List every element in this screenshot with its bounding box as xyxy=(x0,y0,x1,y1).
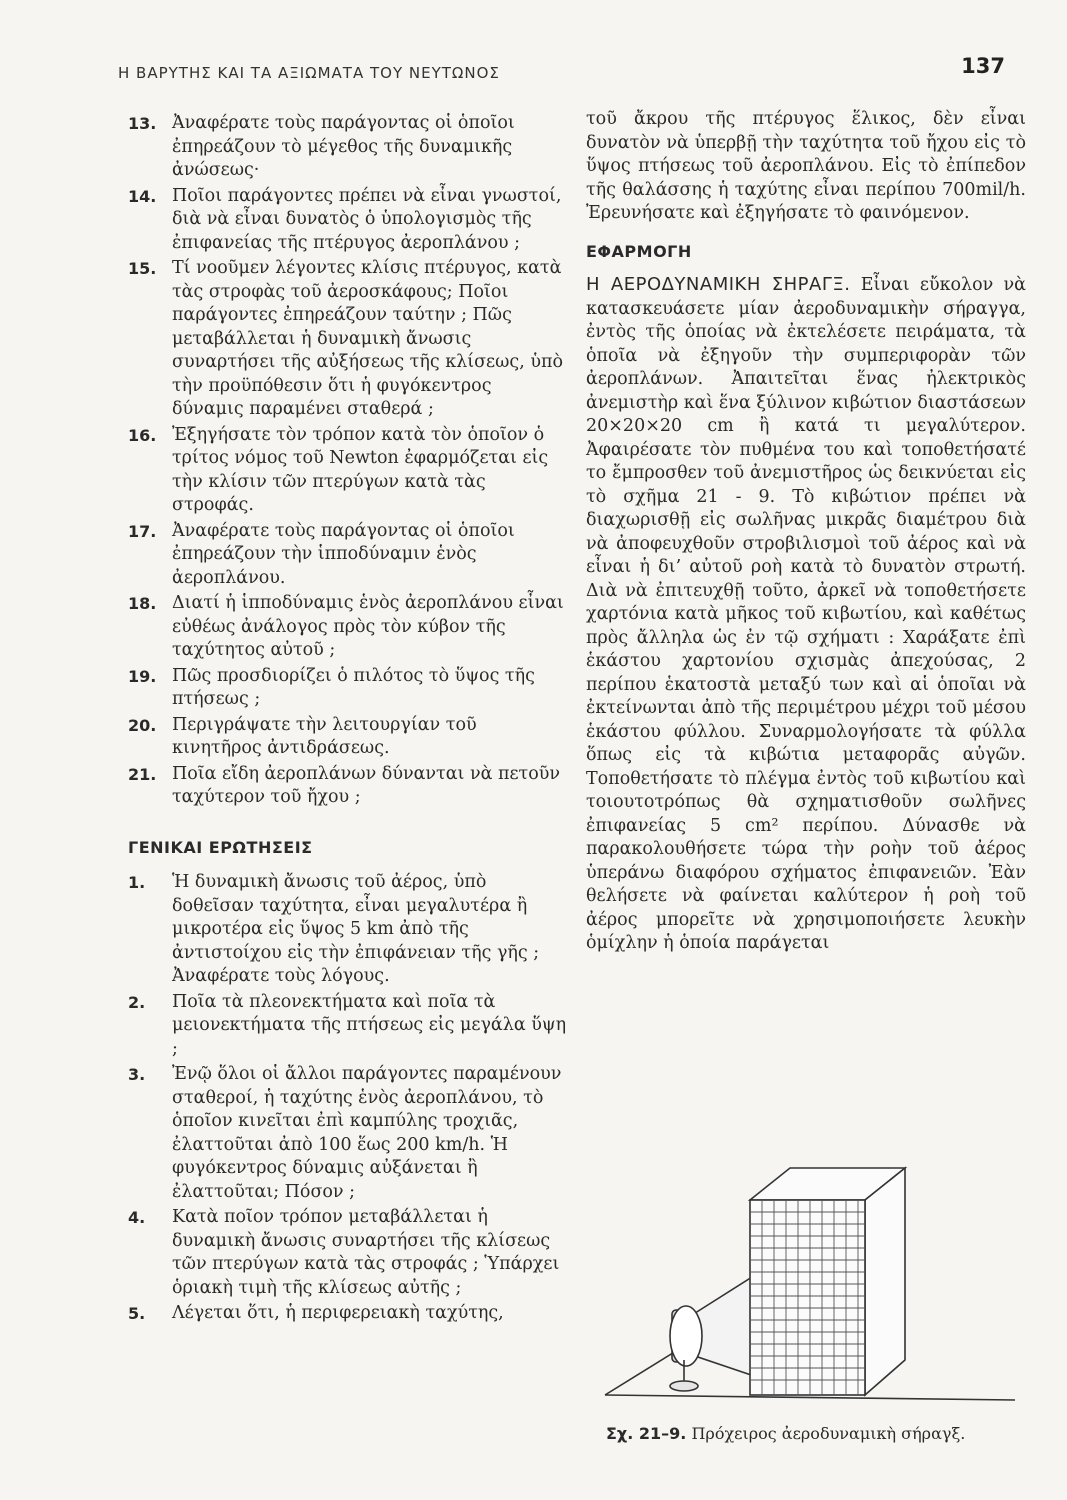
question-text: Ἡ δυναμικὴ ἄνωσις τοῦ ἀέρος, ὑπὸ δοθεῖσαν ταχύτητα, εἶναι μεγαλυτέρα ἢ μικροτέρα εἰς ὕψος 5 km ἀπὸ τῆς ἀντιστοίχου εἰς τὴν ἐπιφάνειαν τῆς γῆς ; Ἀναφέρατε τοὺς λόγους. xyxy=(172,872,540,986)
question-item xyxy=(128,665,568,712)
question-number: 4. xyxy=(128,1208,146,1227)
question-text: Περιγράψατε τὴν λειτουργίαν τοῦ κινητῆρος ἀντιδράσεως. xyxy=(172,714,477,758)
question-number: 5. xyxy=(128,1304,146,1323)
right-column xyxy=(586,108,1026,956)
left-column xyxy=(128,112,568,1328)
general-question-list xyxy=(128,871,568,1326)
question-item xyxy=(128,763,568,810)
general-question-item xyxy=(128,871,568,989)
question-number: 1. xyxy=(128,873,146,892)
running-title: Η ΒΑΡΥΤΗΣ ΚΑΙ ΤΑ ΑΞΙΩΜΑΤΑ ΤΟΥ ΝΕΥΤΩΝΟΣ xyxy=(118,64,500,82)
question-item xyxy=(128,520,568,591)
question-number: 14. xyxy=(128,186,157,206)
question-number: 18. xyxy=(128,594,157,613)
wind-tunnel-figure xyxy=(600,1160,1030,1430)
question-text: Ποῖοι παράγοντες πρέπει νὰ εἶναι γνωστοί, διὰ νὰ εἶναι δυνατὸς ὁ ὑπολογισμὸς τῆς ἐπιφανείας τῆς πτέρυγος ἀεροπλάνου ; xyxy=(172,185,562,253)
question-item xyxy=(128,424,568,518)
figure-caption xyxy=(606,1424,965,1443)
question-item xyxy=(128,257,568,422)
question-item xyxy=(128,714,568,761)
question-number: 2. xyxy=(128,992,146,1012)
question-number: 19. xyxy=(128,666,157,686)
question-text: Ἀναφέρατε τοὺς παράγοντας οἱ ὁποῖοι ἐπηρεάζουν τὴν ἱπποδύναμιν ἑνὸς ἀεροπλάνου. xyxy=(172,520,515,588)
question-item xyxy=(128,185,568,256)
question-list xyxy=(128,112,568,810)
application-heading: ΕΦΑΡΜΟΓΗ xyxy=(586,241,692,261)
page-number: 137 xyxy=(961,54,1005,78)
question-text: Κατὰ ποῖον τρόπον μεταβάλλεται ἡ δυναμικὴ ἄνωσις συναρτήσει τῆς κλίσεως τῶν πτερύγων κατὰ τὰς στροφάς ; Ὑπάρχει ὁριακὴ τιμὴ τῆς κλίσεως αὐτῆς ; xyxy=(172,1207,560,1298)
question-number: 16. xyxy=(128,425,157,445)
question-text: Ἐξηγήσατε τὸν τρόπον κατὰ τὸν ὁποῖον ὁ τρίτος νόμος τοῦ Newton ἐφαρμόζεται εἰς τὴν κλίσιν τῶν πτερύγων κατὰ τὰς στροφάς. xyxy=(172,424,549,515)
question-text: Ἐνῷ ὅλοι οἱ ἄλλοι παράγοντες παραμένουν σταθεροί, ἡ ταχύτης ἑνὸς ἀεροπλάνου, τὸ ὁποῖον κινεῖται ἐπὶ καμπύλης τροχιᾶς, ἐλαττοῦται ἀπὸ 100 ἕως 200 km/h. Ἡ φυγόκεντρος δύναμις αὐξάνεται ἢ ἐλαττοῦται; Πόσον ; xyxy=(172,1064,562,1202)
continuation-paragraph: τοῦ ἄκρου τῆς πτέρυγος ἕλικος, δὲν εἶναι δυνατὸν νὰ ὑπερβῇ τὴν ταχύτητα τοῦ ἤχου εἰς τὸ ὕψος πτήσεως τοῦ ἀεροπλάνου. Εἰς τὸ ἐπίπεδον τῆς θαλάσσης ἡ ταχύτης εἶναι περίπου 700mil/h. Ἐρευνήσατε καὶ ἐξηγήσατε τὸ φαινόμενον. xyxy=(586,109,1026,223)
figure-label: Σχ. 21–9. xyxy=(606,1424,687,1443)
question-item xyxy=(128,592,568,663)
wind-tunnel-text: Εἶναι εὔκολον νὰ κατασκευάσετε μίαν ἀεροδυναμικὴν σήραγγα, ἐντὸς τῆς ὁποίας νὰ ἐκτελέσετε πειράματα, τὰ ὁποῖα νὰ ἐξηγοῦν τὴν συμπεριφορὰν τῶν ἀεροπλάνων. Ἀπαιτεῖται ἕνας ἠλεκτρικὸς ἀνεμιστὴρ καὶ ἕνα ξύλινον κιβώτιον διαστάσεων 20×20×20 cm ἢ κατά τι μεγαλύτερον. Ἀφαιρέσατε τὸν πυθμένα του καὶ τοποθετήσατέ το ἔμπροσθεν τοῦ ἀνεμιστῆρος ὡς δεικνύεται εἰς τὸ σχῆμα 21 - 9. Τὸ κιβώτιον πρέπει νὰ διαχωρισθῇ εἰς σωλῆνας μικρᾶς διαμέτρου διὰ νὰ ἀποφευχθοῦν στροβιλισμοὶ τοῦ ἀέρος καὶ νὰ εἶναι ἡ δι’ αὐτοῦ ροὴ κατὰ τὸ δυνατὸν στρωτή. Διὰ νὰ ἐπιτευχθῇ τοῦτο, ἀρκεῖ νὰ τοποθετήσετε χαρτόνια κατὰ μῆκος τοῦ κιβωτίου, καὶ καθέτως πρὸς ἄλληλα ὡς ἐν τῷ σχήματι : Χαράξατε ἐπὶ ἑκάστου χαρτονίου σχισμὰς ἀπεχούσας, 2 περίπου ἑκατοστὰ μεταξύ των καὶ αἱ ὁποῖαι νὰ ἐκτείνωνται ἀπὸ τῆς περιμέτρου μέχρι τοῦ μέσου ἑκάστου φύλλου. Συναρμολογήσατε τὰ φύλλα ὅπως εἰς τὰ κιβώτια μεταφορᾶς αὐγῶν. Τοποθετήσατε τὸ πλέγμα ἐντὸς τοῦ κιβωτίου καὶ τοιουτοτρόπως θὰ σχηματισθοῦν σωλῆνες ἐπιφανείας 5 cm² περίπου. Δύνασθε νὰ παρακολουθήσετε τώρα τὴν ροὴν τοῦ ἀέρος ὑπεράνω διαφόρου σχήματος ἐπιφανειῶν. Ἐὰν θελήσετε νὰ φαίνεται καλύτερον ἡ ροὴ τοῦ ἀέρος μπορεῖτε νὰ χρησιμοποιήσετε λευκὴν ὁμίχλην ἡ ὁποία παράγεται xyxy=(586,275,1026,953)
general-questions-heading: ΓΕΝΙΚΑΙ ΕΡΩΤΗΣΕΙΣ xyxy=(128,837,313,857)
question-number: 20. xyxy=(128,715,157,735)
question-text: Διατί ἡ ἱπποδύναμις ἑνὸς ἀεροπλάνου εἶναι εὐθέως ἀνάλογος πρὸς τὸν κύβον τῆς ταχύτητος αὐτοῦ ; xyxy=(172,593,564,660)
question-number: 21. xyxy=(128,764,157,784)
grid-box xyxy=(750,1168,905,1395)
question-text: Ἀναφέρατε τοὺς παράγοντας οἱ ὁποῖοι ἐπηρεάζουν τὸ μέγεθος τῆς δυναμικῆς ἀνώσεως· xyxy=(172,113,515,180)
general-question-item xyxy=(128,1302,568,1326)
question-text: Πῶς προσδιορίζει ὁ πιλότος τὸ ὕψος τῆς πτήσεως ; xyxy=(172,665,535,709)
general-question-item xyxy=(128,1063,568,1204)
question-number: 17. xyxy=(128,521,157,541)
general-question-item xyxy=(128,1206,568,1300)
figure-caption-text: Πρόχειρος ἀεροδυναμικὴ σήραγξ. xyxy=(691,1424,966,1443)
wind-tunnel-paragraph xyxy=(586,273,1026,956)
wind-tunnel-title: Η ΑΕΡΟΔΥΝΑΜΙΚΗ ΣΗΡΑΓΞ. xyxy=(586,274,851,295)
question-text: Ποῖα εἴδη ἀεροπλάνων δύνανται νὰ πετοῦν ταχύτερον τοῦ ἤχου ; xyxy=(172,763,561,807)
question-text: Τί νοοῦμεν λέγοντες κλίσις πτέρυγος, κατὰ τὰς στροφὰς τοῦ ἀεροσκάφους; Ποῖοι παράγοντες ἐπηρεάζουν ταύτην ; Πῶς μεταβάλλεται ἡ δυναμικὴ ἄνωσις συναρτήσει τῆς αὐξήσεως τῆς κλίσεως, ὑπὸ τὴν προϋπόθεσιν ὅτι ἡ φυγόκεντρος δύναμις παραμένει σταθερά ; xyxy=(172,258,563,419)
question-number: 13. xyxy=(128,114,157,133)
question-number: 15. xyxy=(128,259,157,278)
question-item xyxy=(128,112,568,183)
general-question-item xyxy=(128,991,568,1062)
question-number: 3. xyxy=(128,1065,146,1084)
fan-icon xyxy=(670,1272,760,1391)
question-text: Ποῖα τὰ πλεονεκτήματα καὶ ποῖα τὰ μειονεκτήματα τῆς πτήσεως εἰς μεγάλα ὕψη ; xyxy=(172,991,567,1059)
question-text: Λέγεται ὅτι, ἡ περιφερειακὴ ταχύτης, xyxy=(172,1303,504,1323)
